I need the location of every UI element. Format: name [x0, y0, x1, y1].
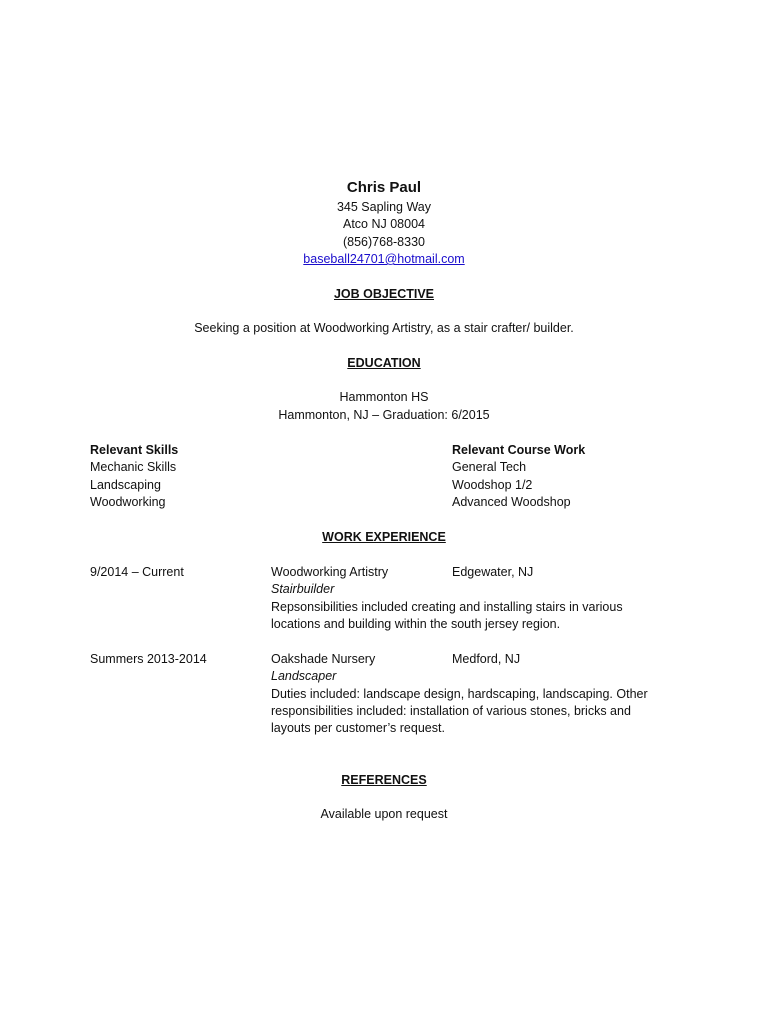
job-objective-text: Seeking a position at Woodworking Artistry, as a stair crafter/ builder. — [194, 321, 574, 335]
references-heading-container — [0, 772, 768, 789]
skill-item: Woodworking — [90, 495, 166, 509]
references-text: Available upon request — [320, 807, 448, 821]
job-objective-heading: JOB OBJECTIVE — [333, 287, 435, 301]
address-line-2: Atco NJ 08004 — [343, 217, 425, 231]
job-description-line: responsibilities included: installation of various stones, bricks and — [271, 704, 631, 718]
job-title: Stairbuilder — [271, 582, 335, 596]
job-description-line: Repsonsibilities included creating and installing stairs in various — [271, 600, 623, 614]
job-dates: 9/2014 – Current — [90, 565, 184, 579]
education-details: Hammonton, NJ – Graduation: 6/2015 — [278, 408, 490, 422]
job-location: Medford, NJ — [452, 652, 521, 666]
work-experience-heading: WORK EXPERIENCE — [322, 530, 446, 544]
job-description-line: layouts per customer’s request. — [271, 721, 445, 735]
skill-item: Landscaping — [90, 478, 161, 492]
references-heading: REFERENCES — [341, 773, 427, 787]
email-link[interactable]: baseball24701@hotmail.com — [303, 252, 465, 266]
education-heading: EDUCATION — [347, 356, 421, 370]
coursework-item: General Tech — [452, 460, 527, 474]
coursework-heading: Relevant Course Work — [452, 443, 586, 457]
job-title: Landscaper — [271, 669, 337, 683]
education-heading-container — [0, 355, 768, 372]
applicant-name: Chris Paul — [346, 179, 422, 196]
education-school: Hammonton HS — [339, 390, 429, 404]
skills-heading: Relevant Skills — [90, 443, 179, 457]
coursework-item: Woodshop 1/2 — [452, 478, 533, 492]
skill-item: Mechanic Skills — [90, 460, 177, 474]
job-objective-heading-container — [0, 286, 768, 303]
job-employer: Woodworking Artistry — [271, 565, 389, 579]
job-description-line: Duties included: landscape design, hardscaping, landscaping. Other — [271, 687, 648, 701]
phone-number: (856)768-8330 — [342, 235, 425, 249]
coursework-item: Advanced Woodshop — [452, 495, 571, 509]
job-dates: Summers 2013-2014 — [90, 652, 207, 666]
work-experience-heading-container — [0, 529, 768, 546]
job-description-line: locations and building within the south jersey region. — [271, 617, 561, 631]
address-line-1: 345 Sapling Way — [336, 200, 432, 214]
job-location: Edgewater, NJ — [452, 565, 534, 579]
job-employer: Oakshade Nursery — [271, 652, 376, 666]
email-container — [0, 251, 768, 268]
